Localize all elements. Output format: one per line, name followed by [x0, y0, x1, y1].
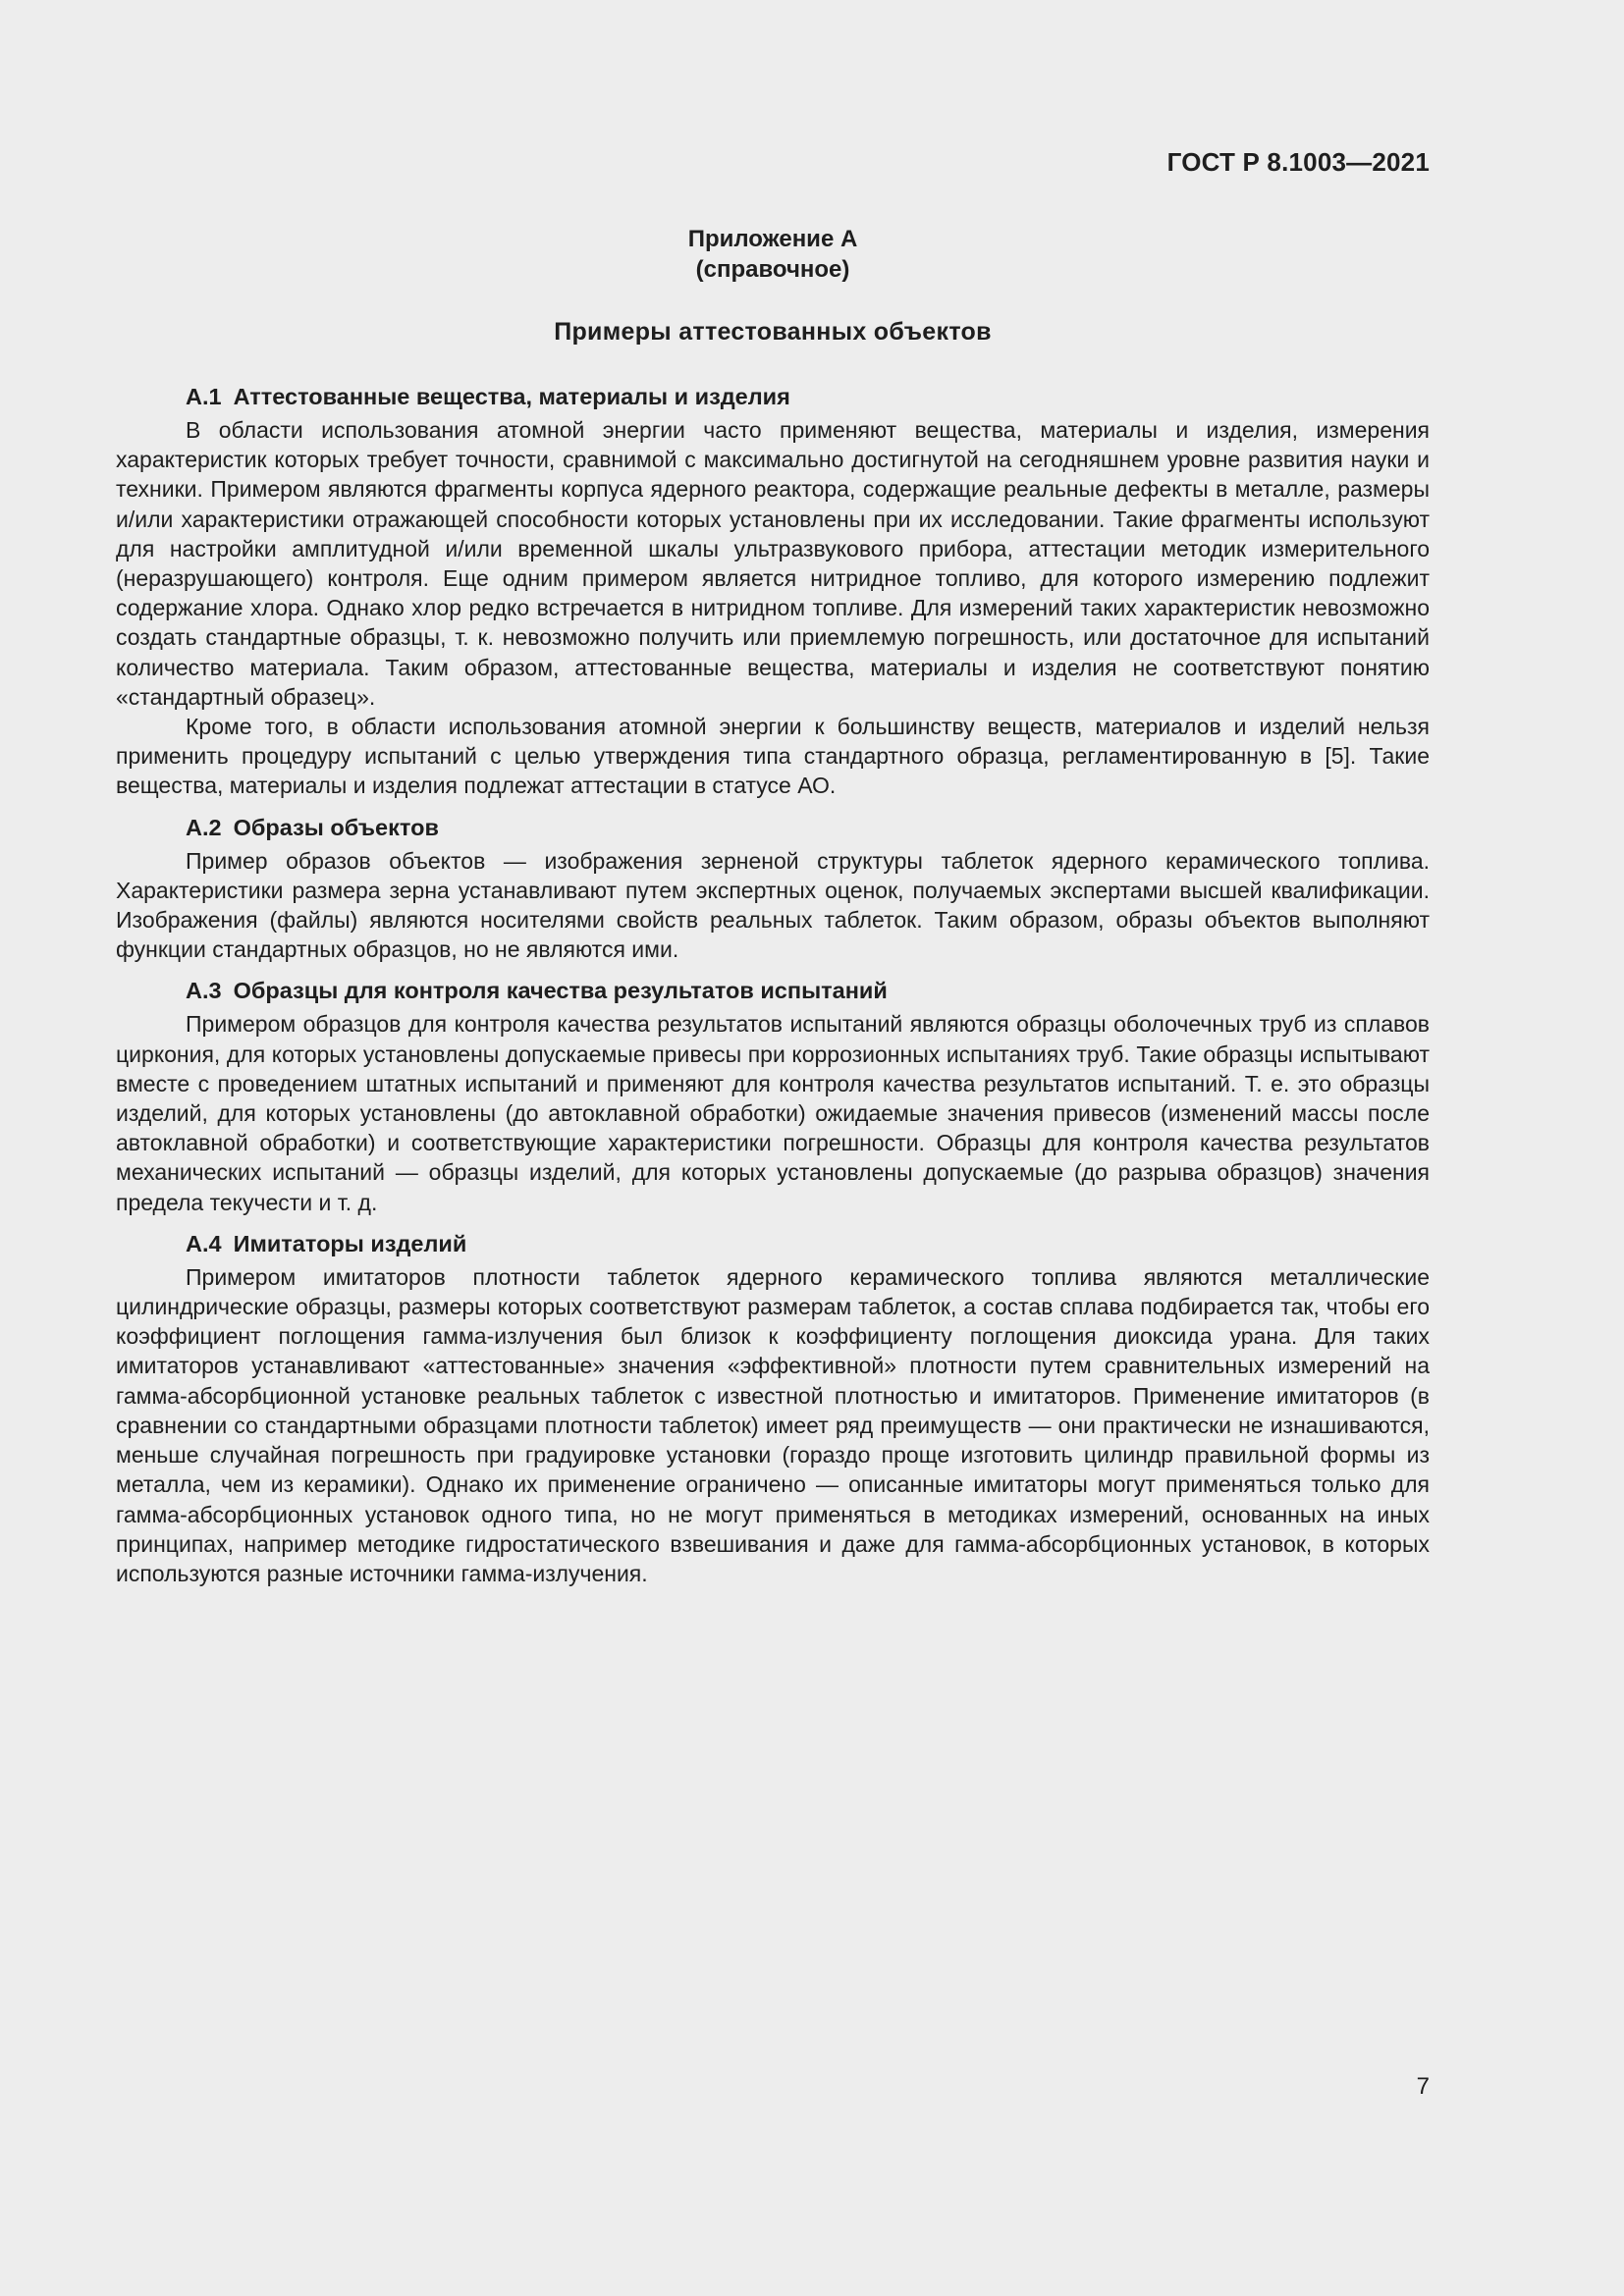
section-heading: [116, 382, 1430, 411]
section-number: А.1: [186, 384, 222, 409]
paragraph: Примером образцов для контроля качества результатов испытаний являются образцы оболочечных труб из сплавов циркония, для которых установлены допускаемые привесы при коррозионных испытаниях труб. Такие образцы испытывают вместе с проведением штатных испытаний и применяют для контроля качества результатов испытаний. Т. е. это образцы изделий, для которых установлены (до автоклавной обработки) ожидаемые значения привесов (изменений массы после автоклавной обработки) и соответствующие характеристики погрешности. Образцы для контроля качества результатов механических испытаний — образцы изделий, для которых установлены допускаемые (до разрыва образцов) значения предела текучести и т. д.: [116, 1011, 1430, 1215]
paragraph: Примером имитаторов плотности таблеток ядерного керамического топлива являются металлические цилиндрические образцы, размеры которых соответствуют размерам таблеток, а состав сплава подбирается так, чтобы его коэффициент поглощения гамма-излучения был близок к коэффициенту поглощения диоксида урана. Для таких имитаторов устанавливают «аттестованные» значения «эффективной» плотности путем сравнительных измерений на гамма-абсорбционной установке реальных таблеток с известной плотностью и имитаторов. Применение имитаторов (в сравнении со стандартными образцами плотности таблеток) имеет ряд преимуществ — они практически не изнашиваются, меньше случайная погрешность при градуировке установки (гораздо проще изготовить цилиндр правильной формы из металла, чем из керамики). Однако их применение ограничено — описанные имитаторы могут применяться только для гамма-абсорбционных установок одного типа, но не могут применяться в методиках измерений, основанных на иных принципах, например методике гидростатического взвешивания и даже для гамма-абсорбционных установок, в которых используются разные источники гамма-излучения.: [116, 1263, 1430, 1586]
section-a3: [116, 976, 1430, 1216]
annex-title: Примеры аттестованных объектов: [554, 318, 992, 346]
paragraph: Кроме того, в области использования атомной энергии к большинству веществ, материалов и изделий нельзя применить процедуру испытаний с целью утверждения типа стандартного образца, регламентированную в [5]. Такие вещества, материалы и изделия подлежат аттестации в статусе АО.: [116, 714, 1430, 799]
annex-header: [116, 224, 1430, 285]
section-title: Аттестованные вещества, материалы и изделия: [233, 384, 790, 409]
paragraph: В области использования атомной энергии часто применяют вещества, материалы и изделия, измерения характеристик которых требует точности, сравнимой с максимально достигнутой на сегодняшнем уровне развития науки и техники. Примером являются фрагменты корпуса ядерного реактора, содержащие реальные дефекты в металле, размеры и/или характеристики отражающей способности которых установлены при их исследовании. Такие фрагменты используют для настройки амплитудной и/или временной шкалы ультразвукового прибора, аттестации методик измерительного (неразрушающего) контроля. Еще одним примером является нитридное топливо, для которого измерению подлежит содержание хлора. Однако хлор редко встречается в нитридном топливе. Для измерений таких характеристик невозможно создать стандартные образцы, т. к. невозможно получить или приемлемую погрешность, или достаточное для испытаний количество материала. Таким образом, аттестованные вещества, материалы и изделия не соответствуют понятию «стандартный образец».: [116, 417, 1430, 710]
section-number: А.3: [186, 978, 222, 1004]
section-heading: [116, 976, 1430, 1005]
section-a2: [116, 813, 1430, 965]
document-id: ГОСТ Р 8.1003—2021: [1166, 147, 1430, 177]
annex-label: Приложение А: [687, 226, 858, 252]
section-title: Образы объектов: [233, 814, 439, 840]
section-a1: [116, 382, 1430, 801]
section-number: А.4: [186, 1230, 222, 1256]
section-title: Имитаторы изделий: [233, 1230, 467, 1256]
page-content: [116, 224, 1430, 1588]
section-title: Образцы для контроля качества результатов испытаний: [233, 978, 888, 1004]
page-number: 7: [1416, 2073, 1430, 2100]
paragraph: Пример образов объектов — изображения зерненой структуры таблеток ядерного керамического топлива. Характеристики размера зерна устанавливают путем экспертных оценок, получаемых экспертами высшей квалификации. Изображения (файлы) являются носителями свойств реальных таблеток. Таким образом, образы объектов выполняют функции стандартных образцов, но не являются ими.: [116, 847, 1430, 963]
annex-type: (справочное): [695, 256, 850, 283]
section-heading: [116, 1229, 1430, 1258]
section-number: А.2: [186, 814, 222, 840]
section-a4: [116, 1229, 1430, 1588]
section-heading: [116, 813, 1430, 842]
